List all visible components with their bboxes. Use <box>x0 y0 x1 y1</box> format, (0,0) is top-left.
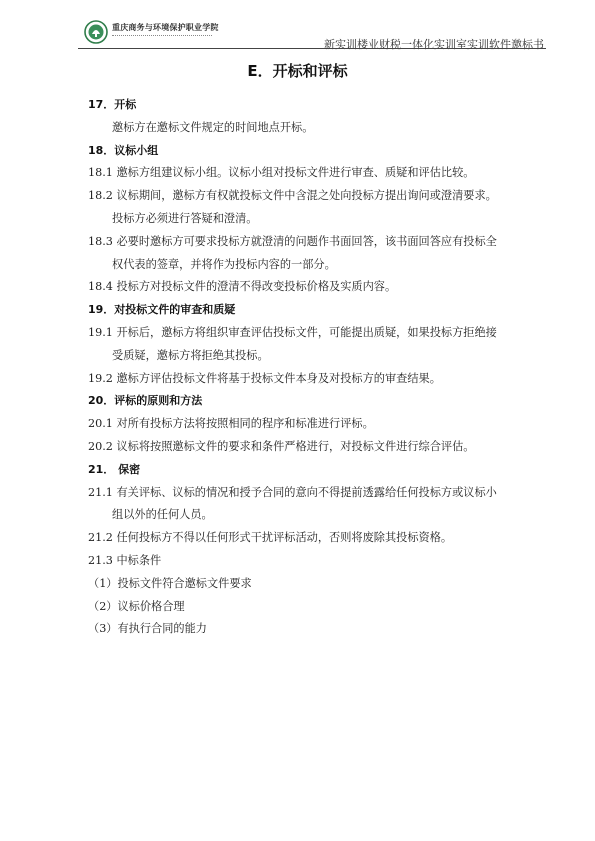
clause-text: 18.1 邀标方组建议标小组。议标小组对投标文件进行审查、质疑和评估比较。 <box>88 166 475 179</box>
clause-text: 18.2 议标期间，邀标方有权就投标文件中含混之处向投标方提出询问或澄清要求。 <box>88 189 497 202</box>
clause-text: 受质疑，邀标方将拒绝其投标。 <box>112 349 269 362</box>
clause-text: 18.3 必要时邀标方可要求投标方就澄清的问题作书面回答，该书面回答应有投标全 <box>88 235 497 248</box>
document-title: 新实训楼业财税一体化实训室实训软件邀标书 <box>324 38 544 51</box>
clause-text: 20.1 对所有投标方法将按照相同的程序和标准进行评标。 <box>88 417 374 430</box>
clause-text: 21.3 中标条件 <box>88 554 162 567</box>
clause-text: 21.2 任何投标方不得以任何形式干扰评标活动，否则将废除其投标资格。 <box>88 531 453 544</box>
clause-text: 21.1 有关评标、议标的情况和授予合同的意向不得提前透露给任何投标方或议标小 <box>88 486 497 499</box>
header-divider <box>78 48 546 49</box>
school-logo-icon <box>84 20 108 44</box>
school-logo-text: 重庆商务与环境保护职业学院 <box>112 22 219 32</box>
clause-text: 权代表的签章，并将作为投标内容的一部分。 <box>112 258 336 271</box>
clause-text: 18.4 投标方对投标文件的澄清不得改变投标价格及实质内容。 <box>88 280 397 293</box>
list-item: （3）有执行合同的能力 <box>88 622 207 635</box>
page-header <box>78 14 546 51</box>
clause-heading: 17．开标 <box>88 98 137 111</box>
clause-text: 20.2 议标将按照邀标文件的要求和条件严格进行，对投标文件进行综合评估。 <box>88 440 475 453</box>
clause-text: 19.1 开标后，邀标方将组织审查评估投标文件，可能提出质疑，如果投标方拒绝接 <box>88 326 497 339</box>
clause-text: 组以外的任何人员。 <box>112 508 213 521</box>
list-item: （2）议标价格合理 <box>88 600 185 613</box>
clause-text: 19.2 邀标方评估投标文件将基于投标文件本身及对投标方的审查结果。 <box>88 372 441 385</box>
clause-heading: 20．评标的原则和方法 <box>88 394 203 407</box>
logo-underline <box>112 35 212 39</box>
clause-text: 投标方必须进行答疑和澄清。 <box>112 212 258 225</box>
list-item: （1）投标文件符合邀标文件要求 <box>88 577 252 590</box>
clause-heading: 18．议标小组 <box>88 144 159 157</box>
section-title: E．开标和评标 <box>247 62 348 80</box>
clause-heading: 19．对投标文件的审查和质疑 <box>88 303 236 316</box>
clause-heading: 21． 保密 <box>88 463 141 476</box>
clause-text: 邀标方在邀标文件规定的时间地点开标。 <box>112 121 314 134</box>
